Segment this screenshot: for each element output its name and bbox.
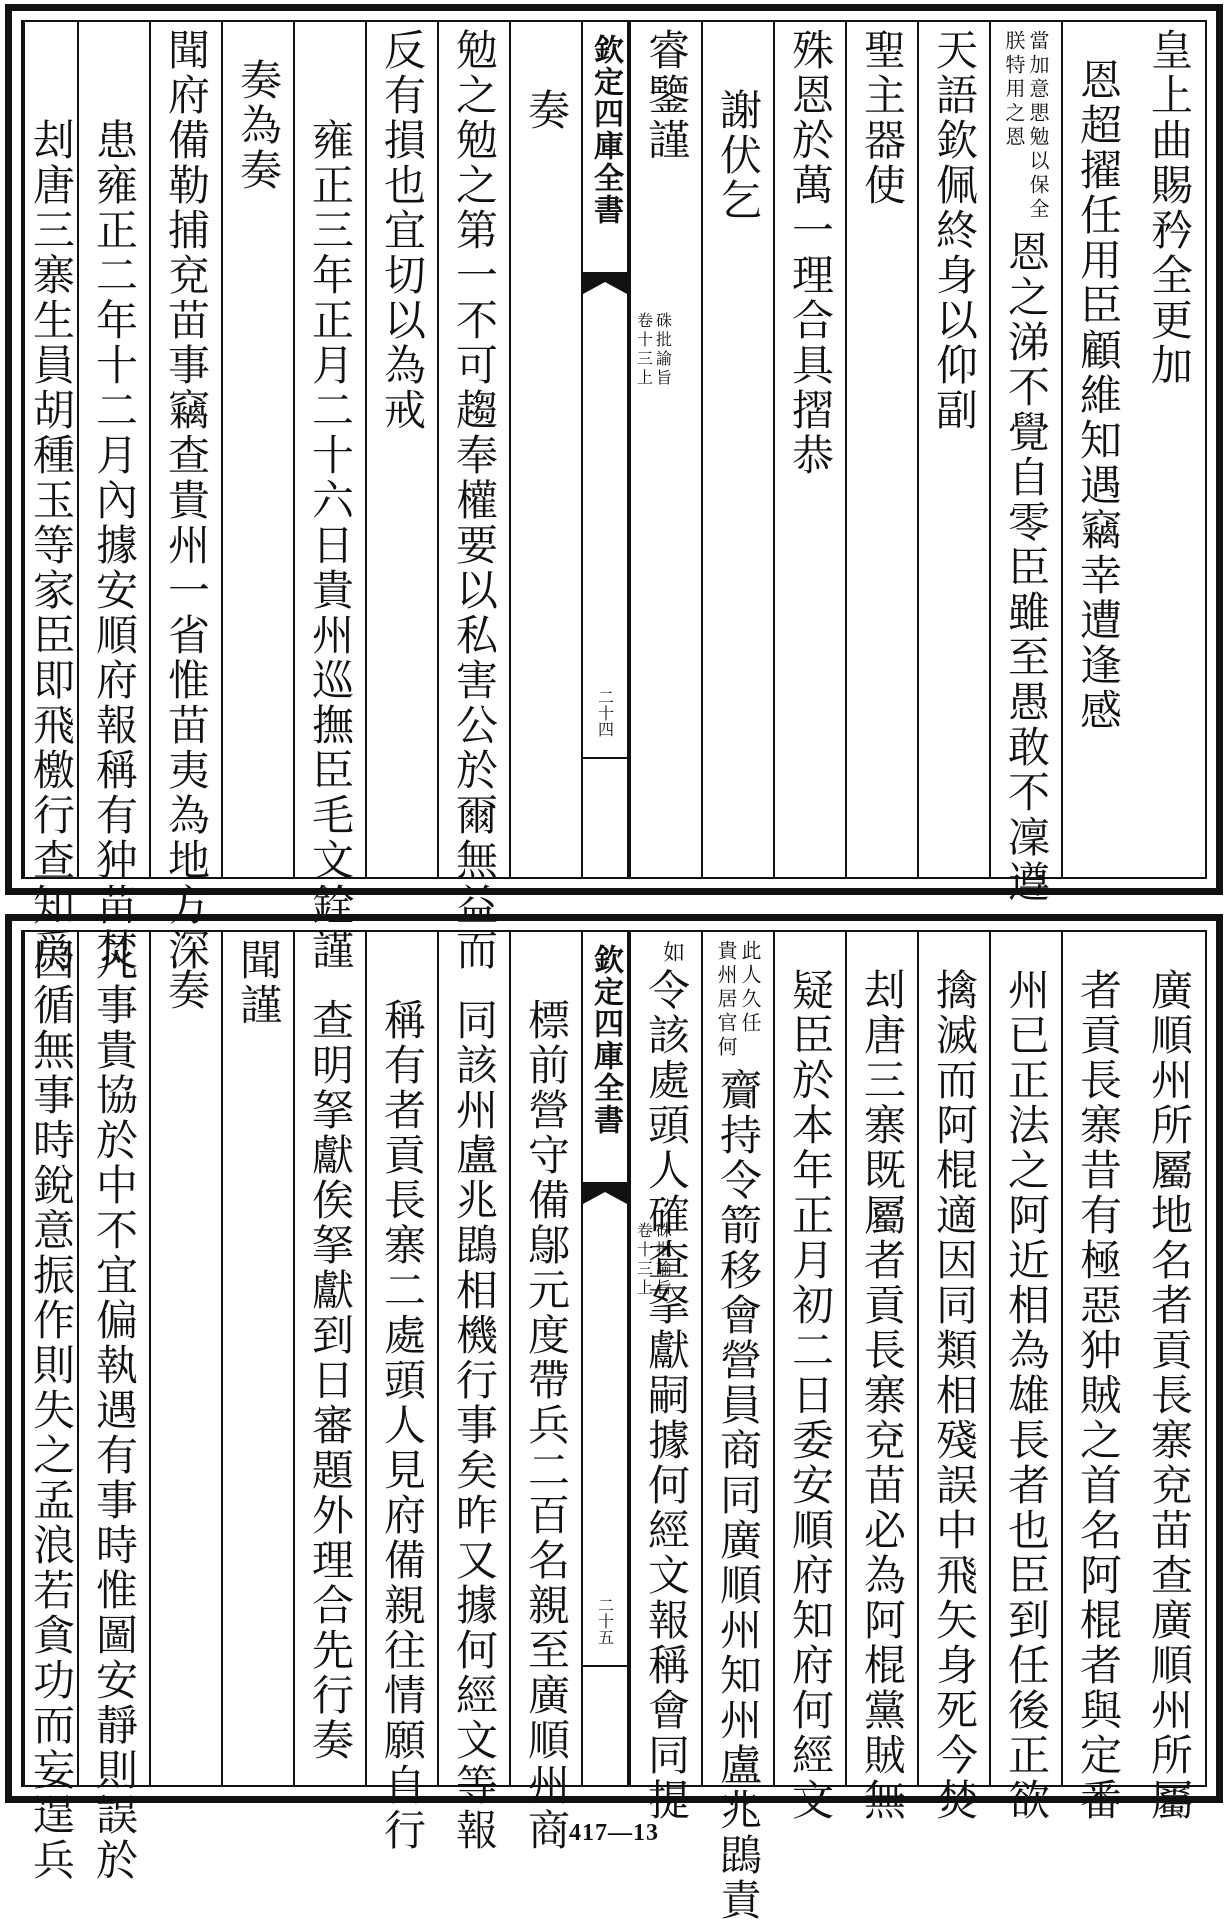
interlinear-note <box>716 940 760 1060</box>
column-text: 廣順州所屬地名者貢長寨兗苗查廣順州所屬 <box>1145 968 1194 1823</box>
text-column <box>1061 932 1133 1823</box>
note-line: 當加意愳勉以保全 <box>1026 30 1050 222</box>
text-column <box>845 22 917 877</box>
spine-volume-line: 卷十三上 <box>634 1222 654 1298</box>
spine-page-number: 二十四 <box>595 689 615 737</box>
column-text: 勉之勉之第一不可趨奉權要以私害公於爾無益而 <box>450 28 499 973</box>
note-line: 朕特用之恩 <box>1002 30 1026 150</box>
column-text: 殊恩於萬一理合具摺恭 <box>786 28 835 478</box>
fishtail-mark-icon <box>583 1182 627 1212</box>
text-column <box>917 932 989 1823</box>
column-text: 疑臣於本年正月初二日委安順府知府何經文 <box>786 968 835 1823</box>
marginal-mark: 如 <box>662 941 685 966</box>
spine-title: 欽定四庫全書 <box>588 34 623 226</box>
top-page-outer-frame <box>5 4 1223 973</box>
text-column <box>773 932 845 1823</box>
column-text: 者貢長寨昔有極惡狆賊之首名阿棍者與定番 <box>1074 968 1123 1823</box>
column-text: 雍正三年正月二十六日貴州巡撫臣毛文銓謹 <box>306 118 355 973</box>
column-text: 恩之涕不覺自零臣雖至愚敢不凜遵 <box>1002 230 1051 905</box>
column-text: 刦唐三寨生員胡種玉等家臣即飛檄行查知爲 <box>27 118 76 973</box>
text-column <box>437 22 509 973</box>
column-text: 聞謹 <box>234 938 283 1028</box>
text-column <box>293 932 365 1785</box>
spine-volume-line: 卷十三上 <box>634 312 654 388</box>
text-column <box>1133 22 1205 877</box>
text-column <box>989 22 1061 905</box>
column-text: 奏 <box>162 968 211 1013</box>
column-text: 令該處頭人確查拏獻嗣據何經文報稱會同提 <box>642 968 691 1823</box>
page-footer-label: 417—13 <box>569 1820 659 1846</box>
spine-volume-line: 硃批諭旨 <box>653 1222 673 1298</box>
column-text: 聞府備勒捕兗苗事竊查貴州一省惟苗夷為地方深 <box>162 28 211 973</box>
text-column <box>365 22 437 877</box>
text-column <box>23 932 77 1883</box>
text-column <box>149 22 221 973</box>
text-column <box>221 932 293 1785</box>
column-text: 奏為奏 <box>234 58 283 193</box>
text-column <box>845 932 917 1823</box>
text-column <box>989 932 1061 1823</box>
spine-rule <box>583 1665 627 1667</box>
column-text: 同該州盧兆鵾相機行事矣昨又據何經文等報 <box>450 998 499 1853</box>
column-text: 州已正法之阿近相為雄長者也臣到任後正欲 <box>1002 968 1051 1823</box>
column-text: 凡事貴協於中不宜偏執遇有事時惟圖安靜則誤於 <box>90 938 139 1883</box>
text-column <box>509 932 581 1853</box>
column-text: 因循無事時銳意振作則失之孟浪若貪功而妄逞兵 <box>27 938 76 1883</box>
column-text: 反有損也宜切以為戒 <box>378 28 427 433</box>
spine-volume-line: 硃批諭旨 <box>653 312 673 388</box>
top-page-columns <box>23 22 1205 973</box>
text-column <box>629 932 701 1823</box>
column-text: 皇上曲賜矜全更加 <box>1145 28 1194 388</box>
text-column <box>1133 932 1205 1823</box>
text-column <box>773 22 845 877</box>
interlinear-note <box>1004 30 1048 222</box>
text-column <box>701 22 773 877</box>
text-column <box>917 22 989 877</box>
text-column <box>437 932 509 1853</box>
note-line: 此人久任 <box>738 940 762 1036</box>
column-text: 睿鑒謹 <box>642 28 691 163</box>
column-text: 患雍正二年十二月內據安順府報稱有狆苗焚 <box>90 118 139 973</box>
column-text: 聖主器使 <box>858 28 907 208</box>
top-page-inner-frame <box>21 20 1207 973</box>
column-text: 查明拏獻俟拏獻到日審題外理合先行奏 <box>306 998 355 1763</box>
column-text: 齎持令箭移會營員商同廣順州知州盧兆鵾責 <box>714 1068 763 1923</box>
column-text: 天語欽佩終身以仰副 <box>930 28 979 433</box>
column-text: 恩超擢任用臣顧維知遇竊幸遭逢感 <box>1074 58 1123 733</box>
text-column <box>77 932 149 1883</box>
column-text: 標前營守備鄔元度帶兵二百名親至廣順州商 <box>522 998 571 1853</box>
text-column <box>293 22 365 973</box>
spine-title: 欽定四庫全書 <box>588 944 623 1136</box>
column-text: 刦唐三寨既屬者貢長寨兗苗必為阿棍黨賊無 <box>858 968 907 1823</box>
column-text: 擒滅而阿棍適因同類相殘誤中飛矢身死今焚 <box>930 968 979 1823</box>
text-column <box>509 22 581 877</box>
column-text: 謝伏乞 <box>714 88 763 223</box>
fishtail-mark-icon <box>583 272 627 302</box>
text-column <box>23 22 77 973</box>
note-line: 貴州居官何 <box>714 940 738 1060</box>
spine-rule <box>583 757 627 759</box>
text-column <box>149 932 221 1785</box>
text-column <box>365 932 437 1853</box>
text-column <box>77 22 149 973</box>
text-column <box>1061 22 1133 877</box>
text-column <box>221 22 293 877</box>
column-text: 稱有者貢長寨二處頭人見府備親往情願自行 <box>378 998 427 1853</box>
text-column <box>629 22 701 877</box>
column-text: 奏 <box>522 88 571 133</box>
spine-page-number: 二十五 <box>595 1597 615 1645</box>
text-column <box>701 932 773 1923</box>
